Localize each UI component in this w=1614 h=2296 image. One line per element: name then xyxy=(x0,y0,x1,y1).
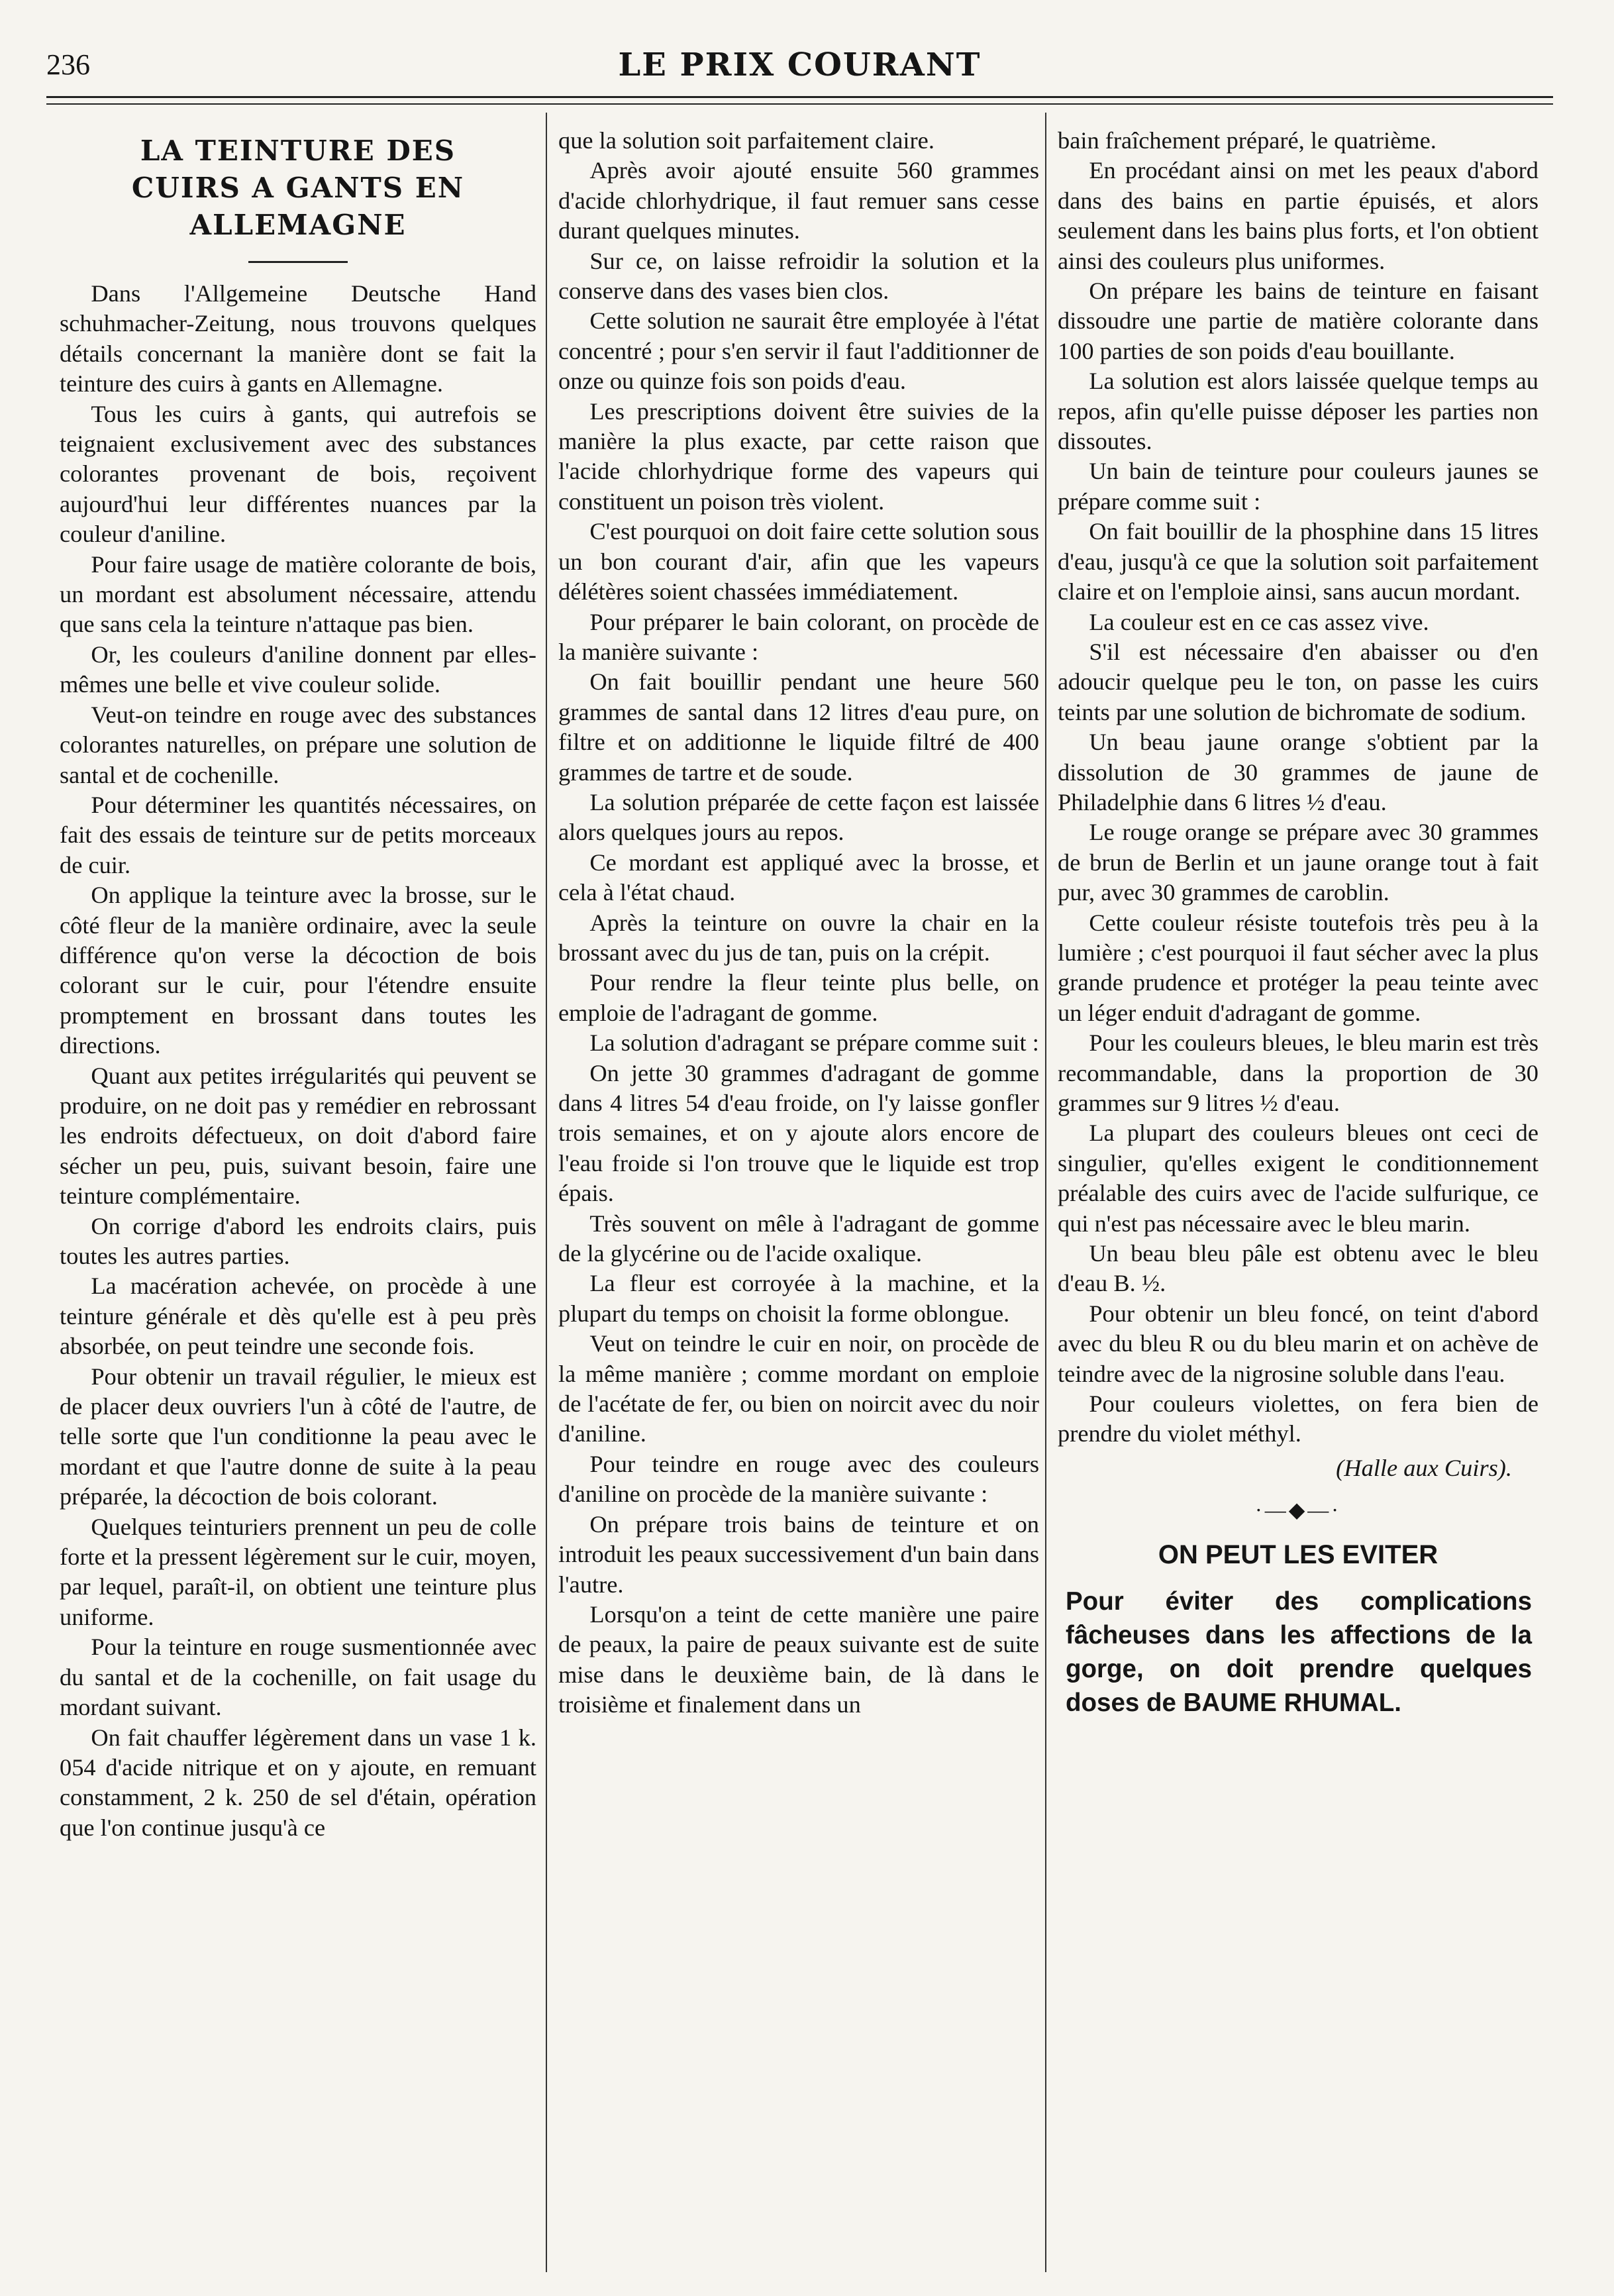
paragraph: On prépare trois bains de teinture et on introduit les peaux successivement d'un bain dans l'autre. xyxy=(558,1510,1039,1598)
column-2 xyxy=(558,126,1039,2266)
paragraph: C'est pourquoi on doit faire cette solution sous un bon courant d'air, afin que les vapeurs délétères soient chassées immédiatement. xyxy=(558,518,1039,605)
header-rule-thin xyxy=(46,103,1553,105)
paragraph: Pour rendre la fleur teinte plus belle, on emploie de l'adragant de gomme. xyxy=(558,969,1039,1026)
paragraph: On corrige d'abord les endroits clairs, puis toutes les autres parties. xyxy=(60,1212,536,1269)
header-rule xyxy=(46,96,1553,98)
paragraph: Pour faire usage de matière colorante de bois, un mordant est absolument nécessaire, attendu que sans cela la teinture n'attaque pas bien. xyxy=(60,550,536,638)
article-intro: Dans l'Allgemeine Deutsche Hand schuhmacher-Zeitung, nous trouvons quelques détails concernant la manière dont se fait la teinture des cuirs à gants en Allemagne. xyxy=(60,280,536,397)
paragraph: Ce mordant est appliqué avec la brosse, et cela à l'état chaud. xyxy=(558,849,1039,906)
paragraph: Sur ce, on laisse refroidir la solution et la conserve dans des vases bien clos. xyxy=(558,247,1039,305)
paragraph: On fait bouillir de la phosphine dans 15 litres d'eau, jusqu'à ce que la solution soit parfaitement claire et on l'emploie ainsi, sans aucun mordant. xyxy=(1058,518,1538,605)
paragraph: La couleur est en ce cas assez vive. xyxy=(1089,608,1429,635)
page-number: 236 xyxy=(46,48,90,81)
paragraph-continued: que la solution soit parfaitement claire. xyxy=(558,127,934,154)
column-separator xyxy=(1045,113,1046,2272)
paragraph: On fait bouillir pendant une heure 560 grammes de santal dans 12 litres d'eau pure, on filtre et on additionne le liquide filtré de 400 grammes de tartre et de soude. xyxy=(558,668,1039,786)
paragraph: La fleur est corroyée à la machine, et la plupart du temps on choisit la forme oblongue. xyxy=(558,1270,1039,1327)
paragraph: Pour déterminer les quantités nécessaires, on fait des essais de teinture sur de petits morceaux de cuir. xyxy=(60,791,536,878)
column-1 xyxy=(60,126,536,2266)
paragraph: On fait chauffer légèrement dans un vase 1 k. 054 d'acide nitrique et on y ajoute, en remuant constamment, 2 k. 250 de sel d'étain, opération que l'on continue jusqu'à ce xyxy=(60,1724,536,1841)
paragraph: Or, les couleurs d'aniline donnent par elles-mêmes une belle et vive couleur solide. xyxy=(60,641,536,698)
paragraph: Pour couleurs violettes, on fera bien de prendre du violet méthyl. xyxy=(1058,1390,1538,1447)
paragraph: On prépare les bains de teinture en faisant dissoudre une partie de matière colorante dans 100 parties de son poids d'eau bouillante. xyxy=(1058,278,1538,364)
paragraph: Veut-on teindre en rouge avec des substances colorantes naturelles, on prépare une solution de santal et de cochenille. xyxy=(60,701,536,788)
paragraph: La plupart des couleurs bleues ont ceci de singulier, qu'elles exigent le conditionnement préalable des cuirs avec de l'acide sulfurique, ce qui n'est pas nécessaire avec le bleu marin. xyxy=(1058,1120,1538,1237)
ornament-divider: ·—◆—· xyxy=(1255,1498,1341,1522)
paragraph: Un beau bleu pâle est obtenu avec le bleu d'eau B. ½. xyxy=(1058,1240,1538,1297)
title-rule xyxy=(248,261,348,263)
paragraph: On jette 30 grammes d'adragant de gomme dans 4 litres 54 d'eau froide, on l'y laisse gonfler trois semaines, et on y ajoute alors encore de l'eau froide si l'on trouve que le liquide est trop épais. xyxy=(558,1059,1039,1207)
paragraph: La solution préparée de cette façon est laissée alors quelques jours au repos. xyxy=(558,788,1039,846)
paragraph: Après la teinture on ouvre la chair en la brossant avec du jus de tan, puis on la crépit. xyxy=(558,909,1039,966)
ad-title: ON PEUT LES EVITER xyxy=(1158,1539,1438,1569)
paragraph: On applique la teinture avec la brosse, sur le côté fleur de la manière ordinaire, avec la seule différence qu'on verse la décoction de bois colorant sur le cuir, pour l'étendre ensuite promptement en brossant dans toutes les directions. xyxy=(60,882,536,1059)
paragraph: La solution est alors laissée quelque temps au repos, afin qu'elle puisse déposer les parties non dissoutes. xyxy=(1058,368,1538,455)
paragraph: En procédant ainsi on met les peaux d'abord dans des bains en partie épuisés, et alors seulement dans les bains plus forts, et l'on obtient ainsi des couleurs plus uniformes. xyxy=(1058,157,1538,274)
paragraph: Pour obtenir un bleu foncé, on teint d'abord avec du bleu R ou du bleu marin et on achève de teindre avec de la nigrosine soluble dans l'eau. xyxy=(1058,1300,1538,1387)
running-title: LE PRIX COURANT xyxy=(618,46,982,83)
paragraph: Après avoir ajouté ensuite 560 grammes d'acide chlorhydrique, il faut remuer sans cesse durant quelques minutes. xyxy=(558,157,1039,244)
paragraph: Les prescriptions doivent être suivies de la manière la plus exacte, par cette raison que l'acide chlorhydrique forme des vapeurs qui constituent un poison très violent. xyxy=(558,397,1039,515)
column-separator xyxy=(546,113,547,2272)
paragraph: Lorsqu'on a teint de cette manière une paire de peaux, la paire de peaux suivante est de suite mise dans le deuxième bain, de là dans le troisième et finalement dans un xyxy=(558,1600,1039,1718)
paragraph: Cette solution ne saurait être employée à l'état concentré ; pour s'en servir il faut l'additionner de onze ou quinze fois son poids d'eau. xyxy=(558,307,1039,395)
article-title-line: LA TEINTURE DES xyxy=(140,134,456,167)
column-3 xyxy=(1058,126,1538,2266)
page-header xyxy=(46,41,1553,87)
paragraph: Un beau jaune orange s'obtient par la dissolution de 30 grammes de jaune de Philadelphie dans 6 litres ½ d'eau. xyxy=(1058,729,1538,815)
paragraph: Tous les cuirs à gants, qui autrefois se teignaient exclusivement avec des substances colorantes provenant de bois, reçoivent aujourd'hui leur différentes nuances par la couleur d'aniline. xyxy=(60,400,536,548)
paragraph: Pour teindre en rouge avec des couleurs d'aniline on procède de la manière suivante : xyxy=(558,1450,1039,1508)
article-title xyxy=(60,132,536,244)
paragraph: S'il est nécessaire d'en abaisser ou d'en adoucir quelque peu le ton, on passe les cuirs teints par une solution de bichromate de sodium. xyxy=(1058,638,1538,725)
paragraph: Quelques teinturiers prennent un peu de colle forte et la pressent légèrement sur le cuir, moyen, par lequel, paraît-il, on obtient une teinture plus uniforme. xyxy=(60,1513,536,1630)
paragraph: Veut on teindre le cuir en noir, on procède de la même manière ; comme mordant on emploie de l'acétate de fer, ou bien on noircit avec du noir d'aniline. xyxy=(558,1330,1039,1447)
paragraph: La macération achevée, on procède à une teinture générale et dès qu'elle est à peu près absorbée, on peut teindre une seconde fois. xyxy=(60,1273,536,1360)
paragraph: Cette couleur résiste toutefois très peu à la lumière ; c'est pourquoi il faut sécher avec la plus grande prudence et protéger la peau teinte avec un léger enduit d'adragant de gomme. xyxy=(1058,909,1538,1026)
paragraph-continued: bain fraîchement préparé, le quatrième. xyxy=(1058,127,1437,154)
paragraph: Pour les couleurs bleues, le bleu marin est très recommandable, dans la proportion de 30 grammes sur 9 litres ½ d'eau. xyxy=(1058,1029,1538,1116)
paragraph: Quant aux petites irrégularités qui peuvent se produire, on ne doit pas y remédier en rebrossant les endroits défectueux, on doit d'abord faire sécher un peu, puis, suivant besoin, faire une teinture complémentaire. xyxy=(60,1062,536,1210)
paragraph: Pour la teinture en rouge susmentionnée avec du santal et de la cochenille, on fait usage du mordant suivant. xyxy=(60,1634,536,1721)
paragraph: La solution d'adragant se prépare comme suit : xyxy=(589,1029,1039,1057)
paragraph: Très souvent on mêle à l'adragant de gomme de la glycérine ou de l'acide oxalique. xyxy=(558,1210,1039,1267)
paragraph: Un bain de teinture pour couleurs jaunes se prépare comme suit : xyxy=(1058,458,1538,515)
paragraph: Pour obtenir un travail régulier, le mieux est de placer deux ouvriers l'un à côté de l'autre, de telle sorte que l'un conditionne la peau avec le mordant et que l'autre donne de suite à la peau préparée, la décoction de bois colorant. xyxy=(60,1363,536,1510)
ad-body: Pour éviter des complications fâcheuses dans les affections de la gorge, on doit prendre quelques doses de BAUME RHUMAL. xyxy=(1066,1587,1532,1718)
article-source: (Halle aux Cuirs). xyxy=(1336,1454,1512,1481)
paragraph: Pour préparer le bain colorant, on procède de la manière suivante : xyxy=(558,608,1039,665)
article-title-line: CUIRS A GANTS EN ALLEMAGNE xyxy=(131,172,465,241)
paragraph: Le rouge orange se prépare avec 30 grammes de brun de Berlin et un jaune orange tout à fait pur, avec 30 grammes de caroblin. xyxy=(1058,819,1538,906)
